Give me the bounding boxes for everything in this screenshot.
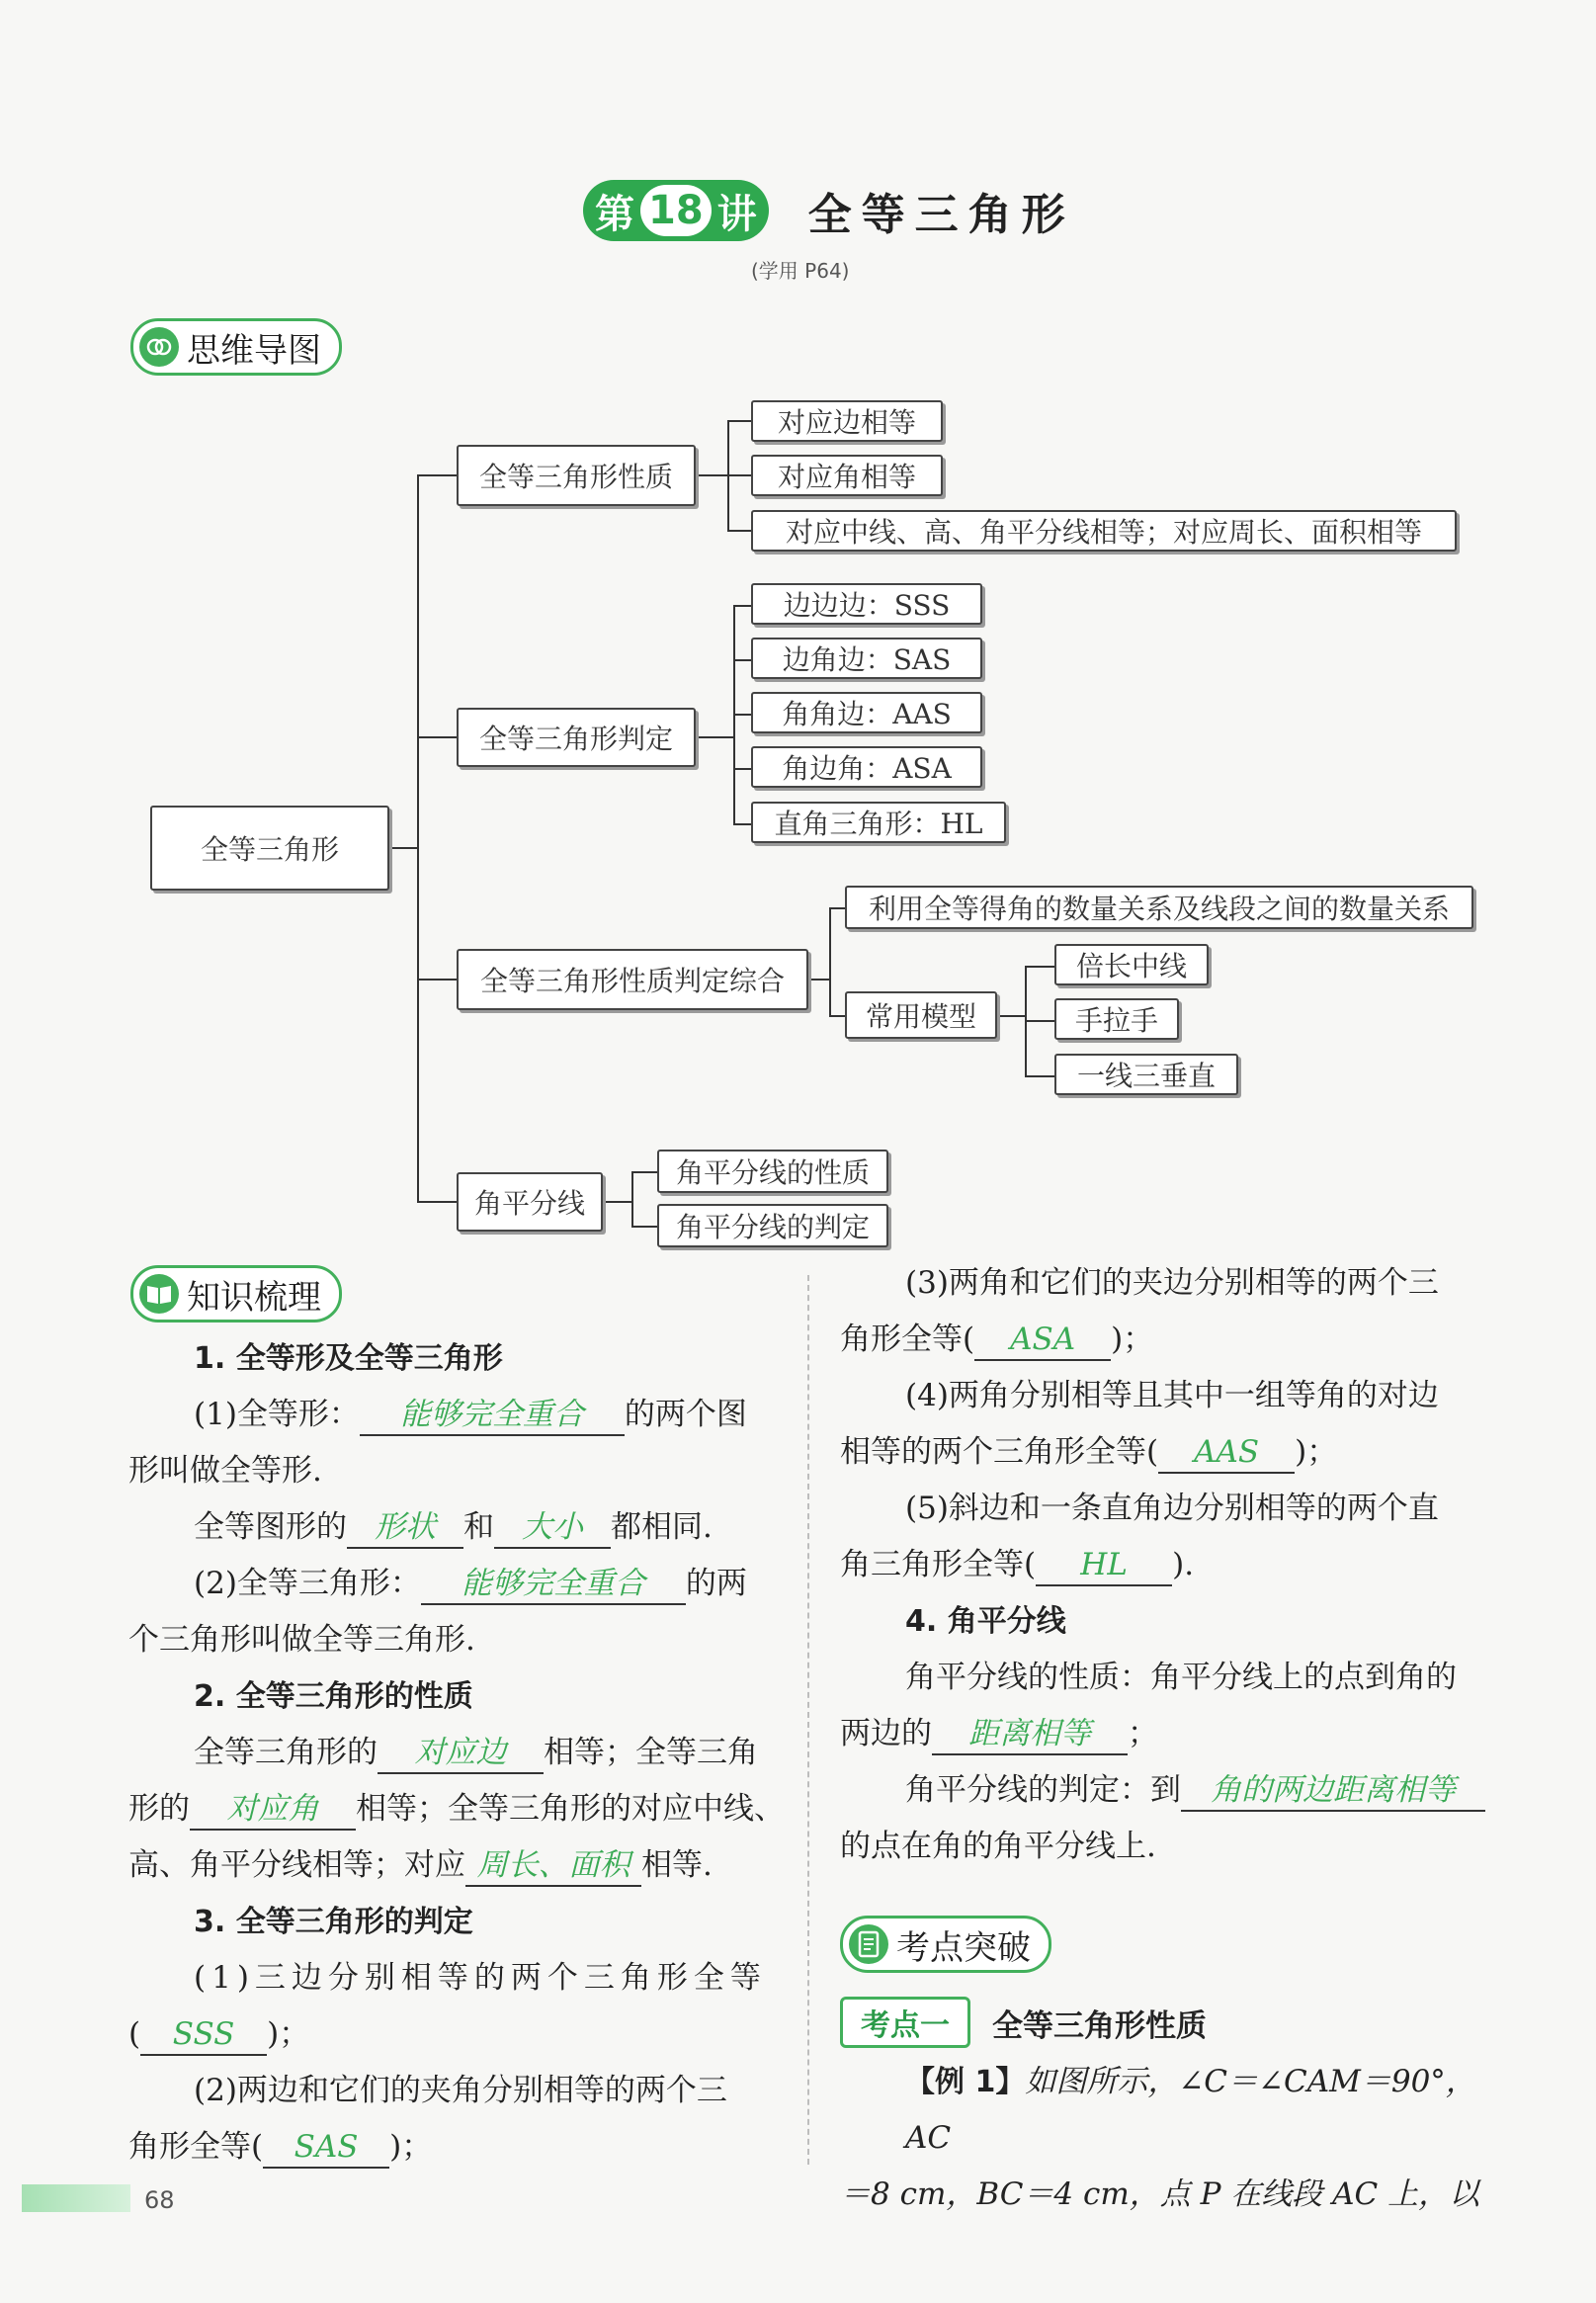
mm-line	[727, 420, 751, 422]
text: 如图所示，∠C＝∠CAM＝90°，AC	[905, 2064, 1476, 2156]
heading-3: 3. 全等三角形的判定	[194, 1905, 473, 1939]
mm-line	[727, 530, 751, 532]
text: 两边的	[840, 1716, 932, 1751]
para: (1)三边分别相等的两个三角形全等	[194, 1960, 767, 1996]
answer-blank: 能够完全重合	[421, 1564, 686, 1605]
answer-blank: 对应边	[378, 1733, 544, 1774]
text: 相等.	[641, 1847, 713, 1883]
text: 形的	[128, 1791, 190, 1827]
para	[128, 1781, 791, 1837]
mm-line	[829, 1015, 845, 1017]
para	[840, 1312, 1512, 1368]
right-column	[840, 1255, 1512, 1875]
badge-prefix: 第	[595, 191, 634, 237]
mm-branch-combined: 全等三角形性质判定综合	[457, 949, 808, 1010]
answer-blank: 角的两边距离相等	[1181, 1770, 1485, 1812]
mm-leaf: 角边角：ASA	[751, 746, 982, 788]
brain-icon	[139, 327, 179, 367]
answer-blank: 能够完全重合	[360, 1395, 625, 1436]
text: )；	[389, 2129, 433, 2165]
mm-line	[733, 768, 751, 770]
para	[128, 2006, 791, 2063]
column-divider	[807, 1275, 809, 2165]
heading-2: 2. 全等三角形的性质	[194, 1679, 473, 1714]
para	[128, 1725, 791, 1781]
text: 角形全等(	[128, 2129, 264, 2165]
mm-leaf: 角平分线的判定	[657, 1204, 888, 1247]
text: 角形全等(	[840, 1322, 975, 1357]
mm-leaf: 直角三角形：HL	[751, 802, 1006, 843]
lesson-title	[583, 176, 1075, 245]
answer-blank: HL	[1036, 1545, 1172, 1586]
mm-leaf: 一线三垂直	[1054, 1054, 1238, 1095]
mm-line	[829, 907, 845, 909]
heading-1: 1. 全等形及全等三角形	[194, 1341, 503, 1376]
para: ＝8 cm，BC＝4 cm，点 P 在线段 AC 上，以	[840, 2176, 1480, 2212]
mm-branch-criteria: 全等三角形判定	[457, 708, 696, 767]
para	[128, 2119, 791, 2175]
mm-line	[829, 907, 831, 1016]
para	[840, 2054, 1512, 2167]
mm-leaf: 角平分线的性质	[657, 1150, 888, 1193]
text: )；	[1295, 1434, 1338, 1470]
para	[840, 1706, 1512, 1762]
exam-point-1	[840, 1997, 1207, 2048]
page-number: 68	[144, 2186, 175, 2214]
mm-line	[417, 979, 457, 981]
para: (4)两角分别相等且其中一组等角的对边	[905, 1378, 1439, 1413]
answer-blank: 对应角	[190, 1789, 356, 1831]
para	[128, 1499, 791, 1556]
exam-point-tag: 考点一	[840, 1997, 970, 2048]
lesson-badge	[583, 180, 769, 241]
text: ；	[1128, 1716, 1158, 1751]
mm-line	[1025, 1075, 1054, 1077]
text: 全等三角形的	[194, 1735, 378, 1770]
section-knowledge-header	[130, 1265, 342, 1322]
answer-blank: 距离相等	[932, 1714, 1128, 1755]
text: 的两个图	[624, 1397, 747, 1432]
exam-point-title: 全等三角形性质	[992, 2007, 1207, 2044]
lesson-subtitle: (学用 P64)	[751, 259, 850, 283]
para: (2)两边和它们的夹角分别相等的两个三	[194, 2073, 727, 2108]
text: 都相同.	[611, 1509, 713, 1545]
text: 角三角形全等(	[840, 1547, 1037, 1582]
mm-line	[733, 714, 751, 716]
section-mindmap-header	[130, 318, 342, 376]
text: 和	[463, 1509, 494, 1545]
text: 高、角平分线相等；对应	[128, 1847, 465, 1883]
section-breakthrough-header	[840, 1916, 1051, 1973]
mm-line	[1025, 966, 1054, 968]
mm-sub-branch-models: 常用模型	[845, 991, 997, 1039]
mm-line	[808, 979, 830, 981]
answer-blank: SAS	[263, 2127, 389, 2169]
book-icon	[139, 1274, 179, 1314]
heading-4: 4. 角平分线	[905, 1604, 1066, 1639]
mm-line	[417, 736, 457, 738]
mm-leaf: 边边边：SSS	[751, 583, 982, 625]
mm-leaf: 倍长中线	[1054, 944, 1209, 985]
para	[128, 1387, 791, 1443]
text: )；	[1111, 1322, 1154, 1357]
notebook-icon	[849, 1924, 888, 1964]
page-number-bar	[22, 2184, 130, 2212]
text: 相等；全等三角形的对应中线、	[356, 1791, 785, 1827]
lesson-title-text: 全等三角形	[807, 190, 1075, 240]
answer-blank: 大小	[494, 1507, 611, 1549]
para: 形叫做全等形.	[128, 1453, 322, 1489]
text: (2)全等三角形：	[194, 1566, 421, 1601]
mm-line	[996, 1015, 1026, 1017]
mm-branch-bisector: 角平分线	[457, 1172, 603, 1232]
mm-line	[695, 736, 734, 738]
mm-leaf: 利用全等得角的数量关系及线段之间的数量关系	[845, 886, 1473, 929]
para: 的点在角的角平分线上.	[840, 1829, 1156, 1864]
mm-line	[631, 1171, 657, 1173]
text: 全等图形的	[194, 1509, 347, 1545]
para: 角平分线的性质：角平分线上的点到角的	[905, 1660, 1457, 1695]
text: 的两	[685, 1566, 747, 1601]
para	[840, 1424, 1512, 1481]
text: ).	[1172, 1547, 1195, 1582]
mm-branch-properties: 全等三角形性质	[457, 445, 696, 506]
mm-root: 全等三角形	[150, 806, 389, 891]
mm-leaf: 对应中线、高、角平分线相等；对应周长、面积相等	[751, 510, 1457, 552]
para	[840, 1762, 1512, 1819]
example-label: 【例 1】	[905, 2065, 1026, 2099]
para	[840, 1537, 1512, 1593]
para: (3)两角和它们的夹边分别相等的两个三	[905, 1265, 1439, 1301]
mm-leaf: 手拉手	[1054, 998, 1179, 1040]
mm-line	[603, 1201, 632, 1203]
section-mindmap-label: 思维导图	[187, 330, 321, 371]
mm-line	[733, 659, 751, 661]
mm-line	[631, 1226, 657, 1228]
text: (1)全等形：	[194, 1397, 360, 1432]
mm-line	[1025, 1020, 1054, 1022]
left-column	[128, 1330, 791, 2175]
mm-line	[733, 823, 751, 825]
answer-blank: 周长、面积	[465, 1845, 641, 1887]
text: 相等的两个三角形全等(	[840, 1434, 1159, 1470]
text: (	[128, 2016, 141, 2052]
para: (5)斜边和一条直角边分别相等的两个直	[905, 1491, 1439, 1526]
mm-leaf: 角角边：AAS	[751, 692, 982, 733]
mm-leaf: 对应角相等	[751, 455, 943, 496]
mm-leaf: 边角边：SAS	[751, 638, 982, 679]
para	[128, 1837, 791, 1894]
mm-line	[631, 1171, 633, 1227]
mm-line	[388, 847, 418, 849]
para	[128, 1556, 791, 1612]
text: )；	[267, 2016, 310, 2052]
answer-blank: AAS	[1158, 1432, 1295, 1474]
section-knowledge-label: 知识梳理	[187, 1277, 321, 1318]
example-1	[840, 2054, 1512, 2223]
mm-line	[417, 1201, 457, 1203]
mm-line	[695, 474, 728, 476]
mm-line	[727, 474, 751, 476]
section-breakthrough-label: 考点突破	[896, 1927, 1031, 1968]
mm-line	[417, 474, 419, 1202]
mm-leaf: 对应边相等	[751, 400, 943, 442]
answer-blank: ASA	[974, 1320, 1111, 1361]
mm-line	[733, 605, 751, 607]
para: 个三角形叫做全等三角形.	[128, 1622, 475, 1658]
text: 角平分线的判定：到	[905, 1772, 1181, 1808]
badge-number: 18	[640, 185, 712, 236]
text: 相等；全等三角	[544, 1735, 758, 1770]
answer-blank: 形状	[347, 1507, 463, 1549]
answer-blank: SSS	[140, 2014, 267, 2056]
mm-line	[417, 474, 457, 476]
badge-suffix: 讲	[716, 191, 757, 237]
